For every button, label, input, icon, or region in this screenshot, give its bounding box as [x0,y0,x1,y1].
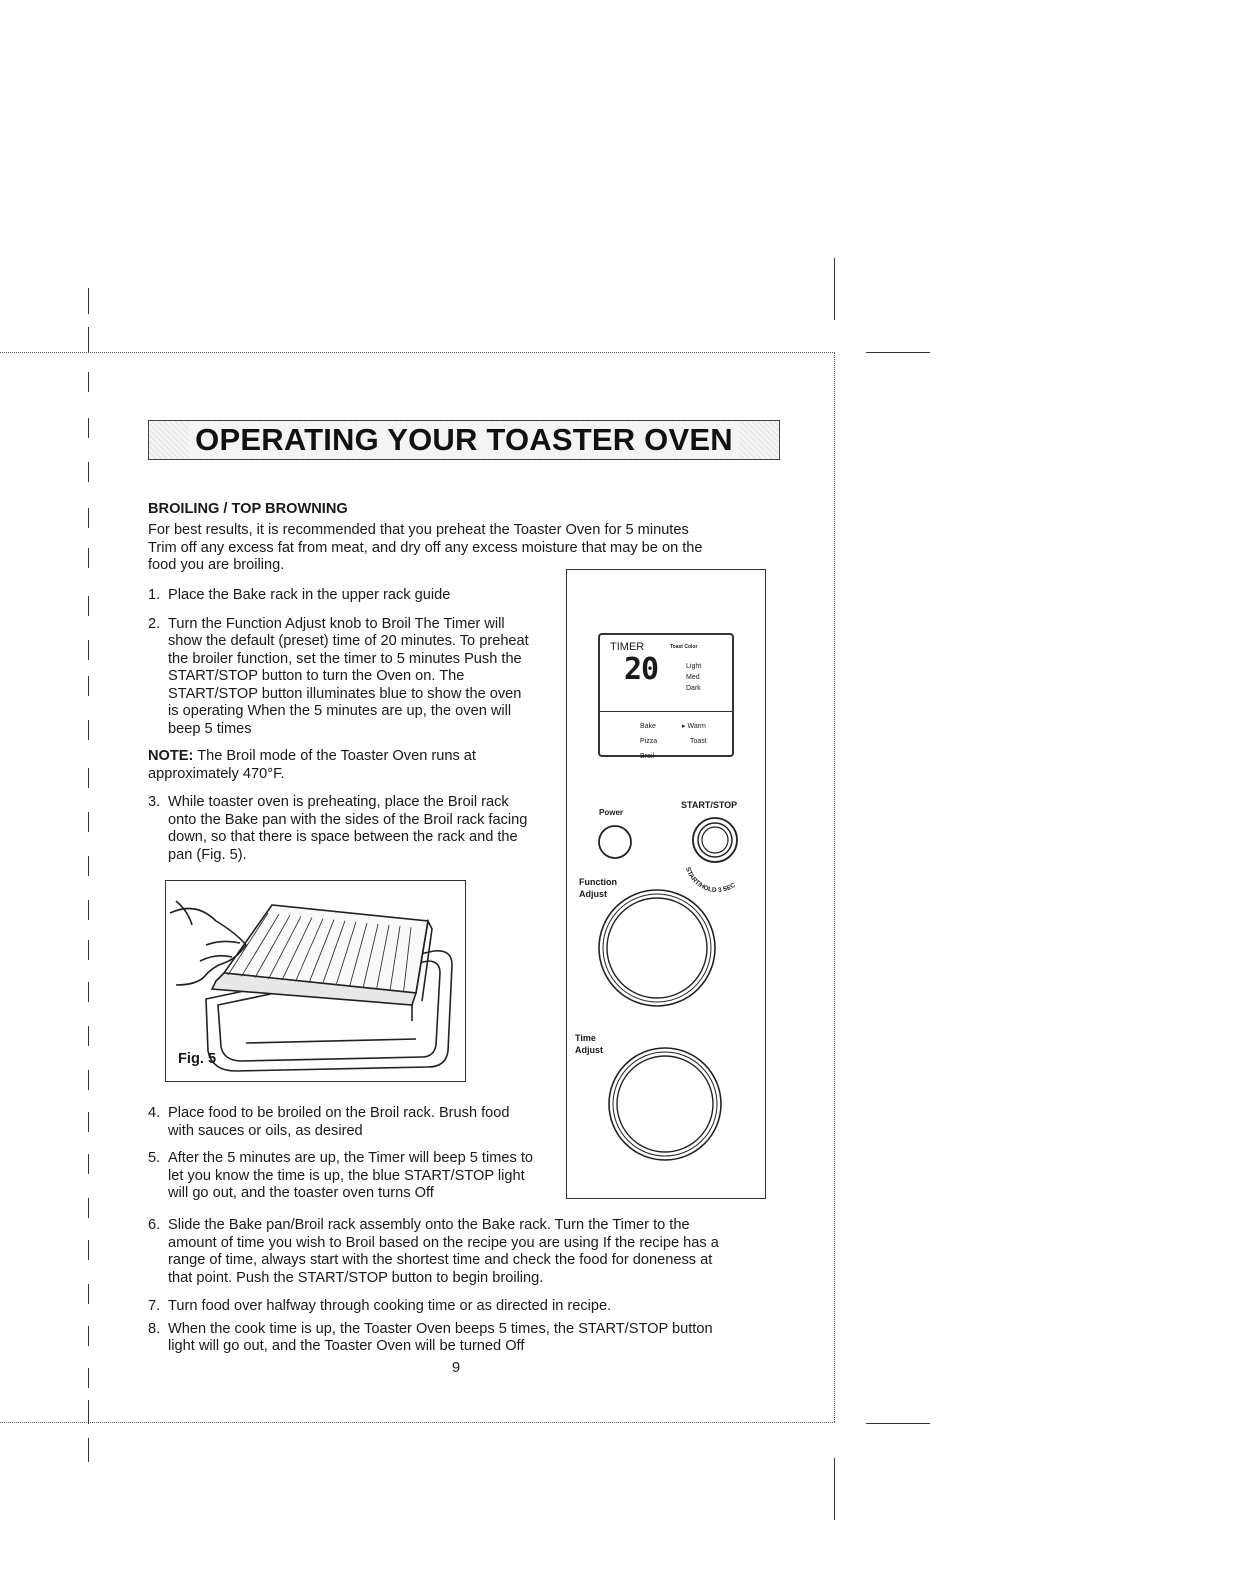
step-5: 5. After the 5 minutes are up, the Timer will beep 5 times to let you know the time is up, the blue START/STOP light will go out, and the toaster oven turns Off [148,1150,534,1201]
intro-line: For best results, it is recommended that you preheat the Toaster Oven for 5 minutes [148,522,689,538]
registration-tick [88,1326,89,1346]
registration-tick [88,940,89,960]
registration-tick [88,548,89,568]
steps-full-width [148,1217,788,1356]
registration-tick [88,372,89,392]
registration-tick [88,982,89,1002]
registration-tick [88,1026,89,1046]
registration-tick [88,640,89,660]
trim-line-top [0,352,835,353]
registration-tick [88,676,89,696]
registration-tick [88,508,89,528]
steps-column [148,587,558,864]
crop-mark [866,352,930,353]
registration-tick [88,768,89,788]
registration-tick [88,856,89,876]
registration-tick [88,1070,89,1090]
timer-digits: 20 [624,652,659,687]
intro-line: Trim off any excess fat from meat, and dry off any excess moisture that may be on the [148,539,703,556]
registration-tick [88,1198,89,1218]
time-knob-icon [609,1048,721,1160]
figure-5 [165,880,466,1082]
timer-label: TIMER [610,641,645,653]
registration-tick [88,596,89,616]
function-knob-icon [599,890,715,1006]
shade-list: Light Med Dark [686,663,702,692]
registration-tick [88,812,89,832]
figure-caption: Fig. 5 [178,1051,217,1067]
trim-line-bottom [0,1422,835,1423]
function-list-left: Bake Pizza Broil [640,723,658,760]
intro-paragraph [148,522,703,575]
step-3: 3. While toaster oven is preheating, place the Broil rack onto the Bake pan with the sides of the Broil rack facing down, so that there is space between the rack and the pan (Fig. 5). [148,794,528,863]
registration-tick [88,1368,89,1388]
step-6: 6. Slide the Bake pan/Broil rack assembly onto the Bake rack. Turn the Timer to the amount of time you wish to Broil based on the recipe you are using If the recipe has a range of time, always start with the shortest time and check the food for doneness at that point. Push the START/STOP button to begin broiling. [148,1217,719,1286]
function-list-right: ▸ Warm Toast [682,723,707,745]
registration-tick [88,1154,89,1174]
crop-mark [88,327,89,352]
time-adjust-label: Time Adjust [575,1033,603,1055]
step-7: 7. Turn food over halfway through cooking time or as directed in recipe. [148,1298,612,1314]
step-4: 4. Place food to be broiled on the Broil rack. Brush food with sauces or oils, as desired [148,1105,510,1139]
registration-tick [88,462,89,482]
page-number: 9 [452,1360,461,1376]
crop-mark [866,1423,930,1424]
start-stop-button-icon [693,818,737,862]
page-title-banner [148,420,780,460]
step-2: 2. Turn the Function Adjust knob to Broil The Timer will show the default (preset) time of 20 minutes. To preheat the broiler function, set the timer to 5 minutes Push the START/STOP button to turn the Oven on. The START/STOP button illuminates blue to show the oven is operating When the 5 minutes are up, the oven will beep 5 times [148,615,529,737]
registration-tick [88,1240,89,1260]
power-label: Power [599,808,624,817]
registration-tick [88,418,89,438]
crop-mark [88,1438,89,1462]
arrow-indicator-icon: ▸ [682,723,686,730]
crop-mark [88,288,89,314]
page-title: OPERATING YOUR TOASTER OVEN [189,422,739,458]
start-hold-label: START/HOLD 3 SEC [684,866,737,895]
steps-column-lower [148,1105,558,1203]
note: NOTE: The Broil mode of the Toaster Oven runs at approximately 470°F. [148,748,476,782]
function-adjust-label: Function Adjust [579,877,617,899]
section-heading: BROILING / TOP BROWNING [148,501,348,517]
control-panel-illustration [566,569,766,1199]
trim-line-right [834,352,835,1422]
intro-line: food you are broiling. [148,557,285,573]
registration-tick [88,1112,89,1132]
registration-tick [88,1284,89,1304]
crop-mark [834,1458,835,1520]
step-8: 8. When the cook time is up, the Toaster Oven beeps 5 times, the START/STOP button light will go out, and the Toaster Oven will be turned Off [148,1320,713,1354]
start-stop-label: START/STOP [681,800,738,810]
crop-mark [834,258,835,320]
step-1: 1. Place the Bake rack in the upper rack guide [148,587,451,603]
toast-color-label: Toast Color [670,644,698,650]
power-button-icon [599,826,631,858]
registration-tick [88,720,89,740]
crop-mark [88,1400,89,1424]
registration-tick [88,900,89,920]
